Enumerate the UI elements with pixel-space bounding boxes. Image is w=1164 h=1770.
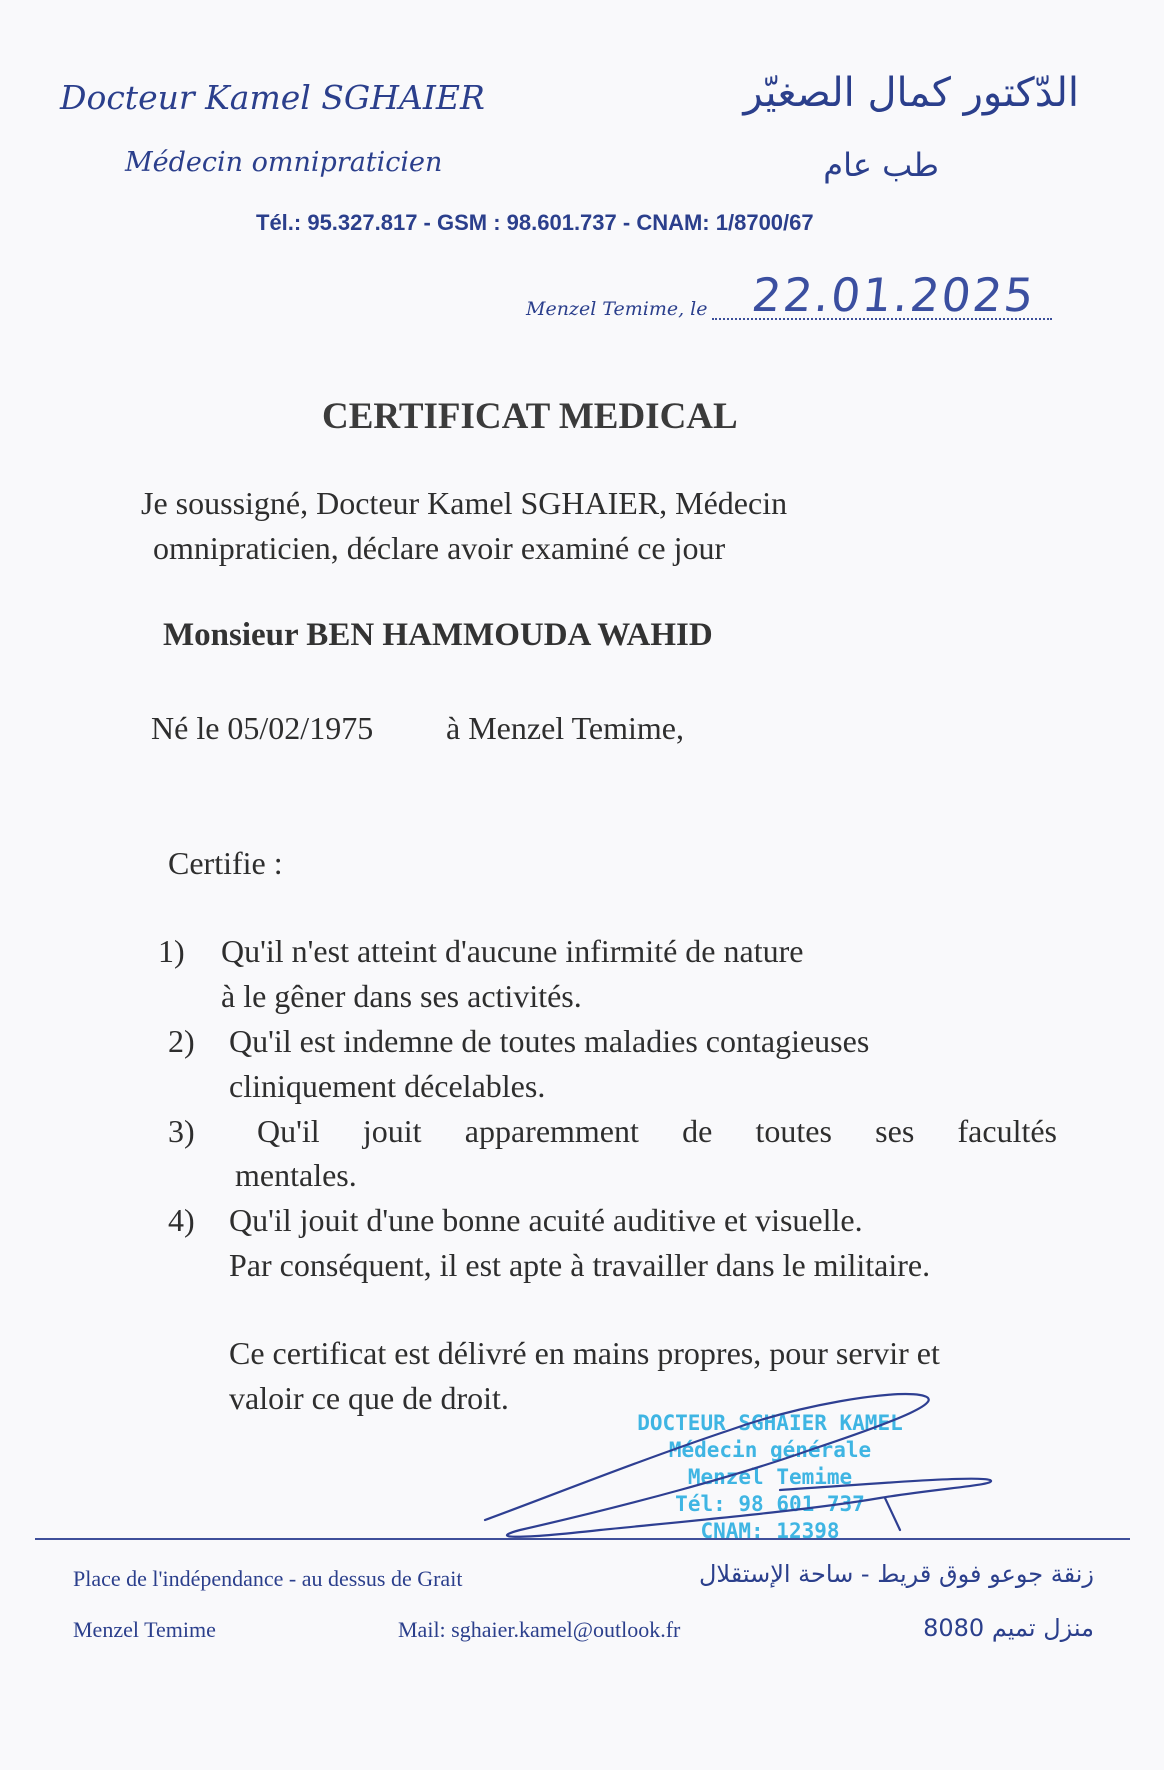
intro-line-2: omnipraticien, déclare avoir examiné ce jour — [153, 530, 726, 566]
item-2-line-1: Qu'il est indemne de toutes maladies contagieuses — [229, 1023, 870, 1059]
doctor-name: Docteur Kamel SGHAIER — [60, 78, 485, 117]
stamp-line: Menzel Temime — [687, 1465, 853, 1489]
item-3-line-1: Qu'il jouit apparemment de toutes ses facultés — [257, 1113, 1057, 1149]
stamp-line: DOCTEUR SGHAIER KAMEL — [637, 1411, 903, 1435]
date-label: Menzel Temime, le — [526, 298, 708, 320]
document-title: CERTIFICAT MEDICAL — [322, 396, 738, 437]
item-4-line-1: Qu'il jouit d'une bonne acuité auditive et visuelle. — [229, 1202, 863, 1238]
stamp-line: Médecin générale — [668, 1438, 872, 1462]
item-number: 3) — [168, 1113, 195, 1149]
item-2-line-2: cliniquement décelables. — [229, 1068, 546, 1104]
item-4-line-2: Par conséquent, il est apte à travailler dans le militaire. — [229, 1247, 931, 1283]
doctor-specialty: Médecin omnipraticien — [125, 147, 443, 178]
signature-scribble — [480, 1380, 1020, 1550]
item-3-line-2: mentales. — [235, 1157, 357, 1193]
footer-divider — [35, 1538, 1130, 1540]
patient-name: Monsieur BEN HAMMOUDA WAHID — [163, 617, 713, 653]
closing-line-1: Ce certificat est délivré en mains propres, pour servir et — [229, 1335, 940, 1371]
birth-place: à Menzel Temime, — [446, 710, 684, 746]
closing-line-2: valoir ce que de droit. — [229, 1380, 509, 1416]
item-number: 2) — [168, 1023, 195, 1059]
doctor-specialty-arabic: طب عام — [823, 146, 939, 184]
footer-address-arabic: زنقة جوعو فوق قريط - ساحة الإستقلال — [698, 1560, 1094, 1588]
item-number: 4) — [168, 1202, 195, 1238]
footer-city: Menzel Temime — [73, 1617, 216, 1642]
contact-line: Tél.: 95.327.817 - GSM : 98.601.737 - CNAM: 1/8700/67 — [256, 210, 814, 235]
birth-date: Né le 05/02/1975 — [151, 710, 374, 746]
doctor-name-arabic: الدّكتور كمال الصغيّر — [743, 70, 1079, 116]
footer-mail: Mail: sghaier.kamel@outlook.fr — [398, 1617, 681, 1642]
stamp-line: CNAM: 12398 — [700, 1519, 840, 1543]
footer-address: Place de l'indépendance - au dessus de Grait — [73, 1566, 463, 1591]
footer-city-arabic: منزل تميم 8080 — [923, 1614, 1094, 1642]
intro-line-1: Je soussigné, Docteur Kamel SGHAIER, Médecin — [141, 485, 788, 521]
item-1-line-2: à le gêner dans ses activités. — [221, 978, 582, 1014]
stamp-line: Tél: 98 601 737 — [675, 1492, 865, 1516]
item-1-line-1: Qu'il n'est atteint d'aucune infirmité de nature — [221, 933, 804, 969]
item-number: 1) — [158, 933, 185, 969]
certifie-label: Certifie : — [168, 845, 283, 881]
handwritten-date: 22.01.2025 — [749, 268, 1039, 322]
